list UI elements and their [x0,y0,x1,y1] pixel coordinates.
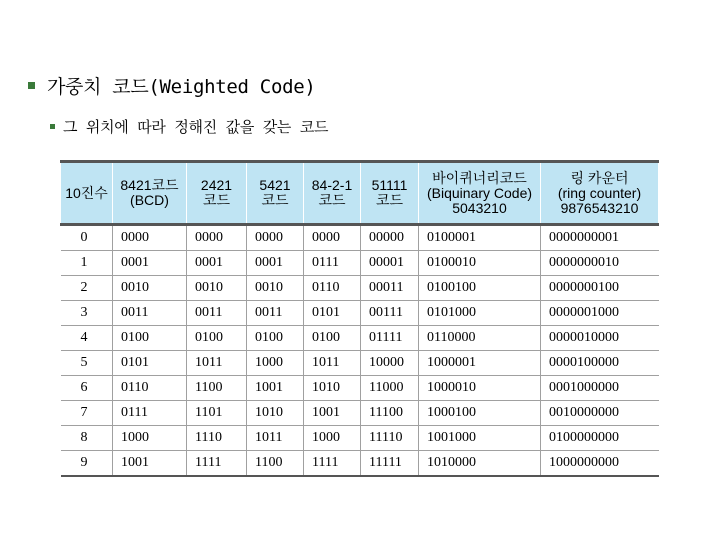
table-cell: 0011 [113,301,187,326]
table-cell: 0010 [247,276,304,301]
table-cell: 0011 [247,301,304,326]
table-cell: 0100010 [419,251,541,276]
table-cell: 1011 [304,351,361,376]
table-cell: 0000100000 [541,351,659,376]
table-cell: 0000 [113,225,187,251]
square-bullet-icon [28,82,35,89]
table-cell: 1001000 [419,426,541,451]
table-cell: 1 [61,251,113,276]
table-cell: 0010 [187,276,247,301]
table-cell: 0001 [247,251,304,276]
table-cell: 0101 [304,301,361,326]
table-cell: 10000 [361,351,419,376]
column-header: 8421코드 (BCD) [113,162,187,225]
table-cell: 0111 [113,401,187,426]
table-cell: 1011 [247,426,304,451]
table-cell: 0000000001 [541,225,659,251]
table-cell: 00000 [361,225,419,251]
table-cell: 0000010000 [541,326,659,351]
table-body [61,225,659,477]
table-cell: 0001 [113,251,187,276]
table-row [61,351,659,376]
table-cell: 0000 [247,225,304,251]
table-cell: 11100 [361,401,419,426]
column-header: 10진수 [61,162,113,225]
column-header: 5421 코드 [247,162,304,225]
table-cell: 7 [61,401,113,426]
column-header: 51111 코드 [361,162,419,225]
table-cell: 1110 [187,426,247,451]
table-cell: 1001 [304,401,361,426]
table-cell: 0000000010 [541,251,659,276]
table-cell: 2 [61,276,113,301]
table-row [61,376,659,401]
table-cell: 0011 [187,301,247,326]
table-row [61,401,659,426]
table-cell: 5 [61,351,113,376]
table-row [61,301,659,326]
column-header: 링 카운터 (ring counter) 9876543210 [541,162,659,225]
table-cell: 0001 [187,251,247,276]
table-cell: 1010 [247,401,304,426]
table-cell: 1001 [113,451,187,477]
column-header: 84-2-1 코드 [304,162,361,225]
table-cell: 11000 [361,376,419,401]
table-cell: 0100 [187,326,247,351]
table-cell: 1000000000 [541,451,659,477]
table-header-row [61,162,659,225]
table-cell: 1000010 [419,376,541,401]
table-cell: 0111 [304,251,361,276]
small-square-bullet-icon [50,124,55,129]
column-header: 바이퀴너리코드 (Biquinary Code) 5043210 [419,162,541,225]
table-cell: 0000 [187,225,247,251]
table-cell: 9 [61,451,113,477]
table-cell: 0100100 [419,276,541,301]
table-cell: 1000100 [419,401,541,426]
table-cell: 0000001000 [541,301,659,326]
table-row [61,426,659,451]
weighted-code-table [60,160,659,477]
table-cell: 0000000100 [541,276,659,301]
table-cell: 00011 [361,276,419,301]
table-cell: 1010 [304,376,361,401]
heading-bullet [28,72,316,99]
table-cell: 0100001 [419,225,541,251]
table-cell: 6 [61,376,113,401]
table-cell: 0000 [304,225,361,251]
page-title: 가중치 코드(Weighted Code) [47,76,316,98]
table-cell: 1101 [187,401,247,426]
table-cell: 0101000 [419,301,541,326]
table-cell: 1000 [304,426,361,451]
table-row [61,451,659,477]
table-cell: 1000 [113,426,187,451]
table-cell: 3 [61,301,113,326]
table-cell: 0100 [304,326,361,351]
table-cell: 1010000 [419,451,541,477]
table-cell: 1000001 [419,351,541,376]
table-cell: 1111 [304,451,361,477]
table-cell: 00001 [361,251,419,276]
table-cell: 1000 [247,351,304,376]
table-cell: 0100 [247,326,304,351]
table-cell: 0100 [113,326,187,351]
table-cell: 11110 [361,426,419,451]
table-cell: 11111 [361,451,419,477]
page-subtitle: 그 위치에 따라 정해진 값을 갖는 코드 [63,118,329,136]
table-cell: 0100000000 [541,426,659,451]
table-cell: 0010 [113,276,187,301]
table-row [61,326,659,351]
table-cell: 4 [61,326,113,351]
table-cell: 01111 [361,326,419,351]
table-cell: 8 [61,426,113,451]
table-row [61,276,659,301]
table-cell: 1100 [187,376,247,401]
table-cell: 1001 [247,376,304,401]
table-cell: 1011 [187,351,247,376]
table-cell: 0110 [304,276,361,301]
table-cell: 0110 [113,376,187,401]
table-cell: 00111 [361,301,419,326]
table-cell: 0010000000 [541,401,659,426]
column-header: 2421 코드 [187,162,247,225]
table-row [61,251,659,276]
table-row [61,225,659,251]
table-cell: 0101 [113,351,187,376]
table-cell: 1111 [187,451,247,477]
table-cell: 0110000 [419,326,541,351]
table-cell: 0001000000 [541,376,659,401]
subheading-bullet [50,116,328,137]
table-cell: 1100 [247,451,304,477]
table-cell: 0 [61,225,113,251]
